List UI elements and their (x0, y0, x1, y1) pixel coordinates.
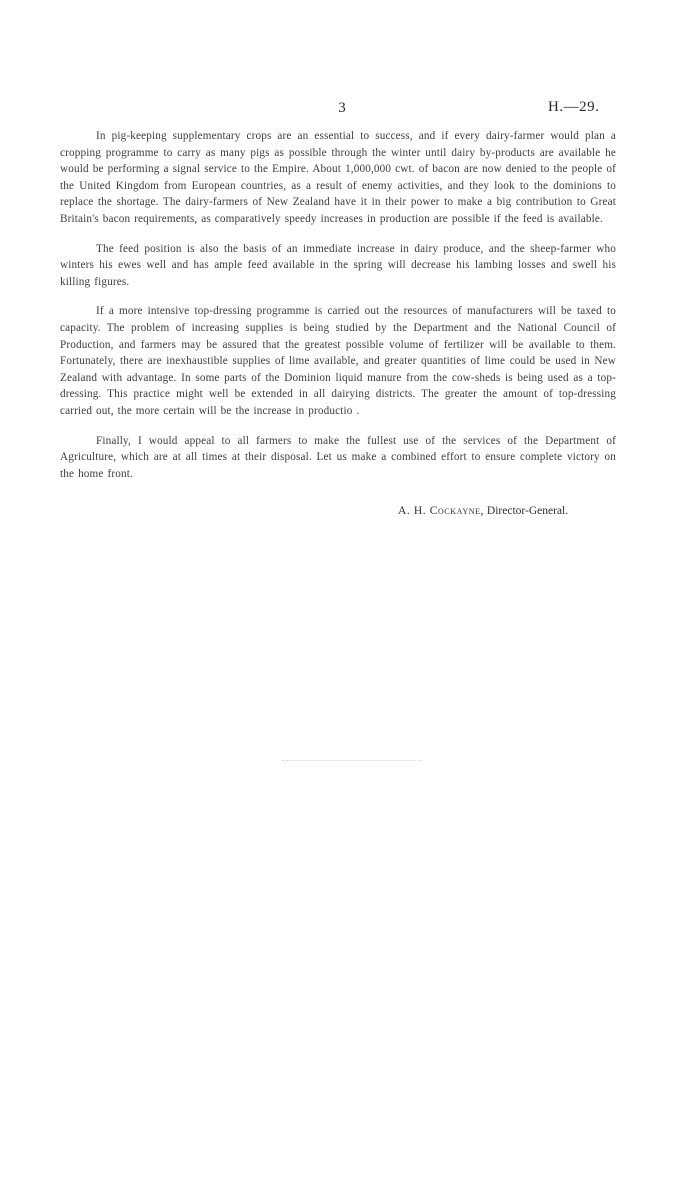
page-number: 3 (338, 100, 346, 116)
signatory-title: Director-General. (486, 505, 569, 517)
paragraph-closing-appeal: Finally, I would appeal to all farmers to make the fullest use of the services of the Department of Agriculture, which are at all times at their disposal. Let us make a combined effort to ensure complete victory on the home front. (60, 434, 616, 480)
paragraph-top-dressing: If a more intensive top-dressing programme is carried out the resources of manufacturers will be taxed to capacity. The problem of increasing supplies is being studied by the Department and the National Council of Production, and farmers may be assured that the greatest possible volume of fertilizer will be available to them. Fortunately, there are inexhaustible supplies of lime available, and greater quantities of lime could be used in New Zealand with advantage. In some parts of the Dominion liquid manure from the cow-sheds is being used as a top-dressing. This practice might well be extended in all dairying districts. The greater the amount of top-dressing carried out, the more certain will be the increase in productio . (60, 305, 616, 417)
faint-print-mark (282, 760, 422, 761)
paragraph-feed-position: The feed position is also the basis of an immediate increase in dairy produce, and the sheep-farmer who winters his ewes well and has ample feed available in the spring will decrease his lambing losses and swell his killing figures. (60, 242, 616, 288)
paragraph-pig-keeping: In pig-keeping supplementary crops are an essential to success, and if every dairy-farmer would plan a cropping programme to carry as many pigs as possible through the winter until dairy by-products are available he would be performing a signal service to the Empire. About 1,000,000 cwt. of bacon are now denied to the people of the United Kingdom from European countries, as a result of enemy activities, and they look to the dominions to replace the shortage. The dairy-farmers of New Zealand have it in their power to make a big contribution to Great Britain's bacon requirements, as comparatively speedy increases in production are possible if the feed is available. (60, 130, 616, 225)
body-text (60, 128, 616, 495)
document-reference: H.—29. (548, 99, 600, 115)
signatory-name: A. H. Cockayne, (398, 505, 485, 517)
signature-line (398, 505, 568, 517)
